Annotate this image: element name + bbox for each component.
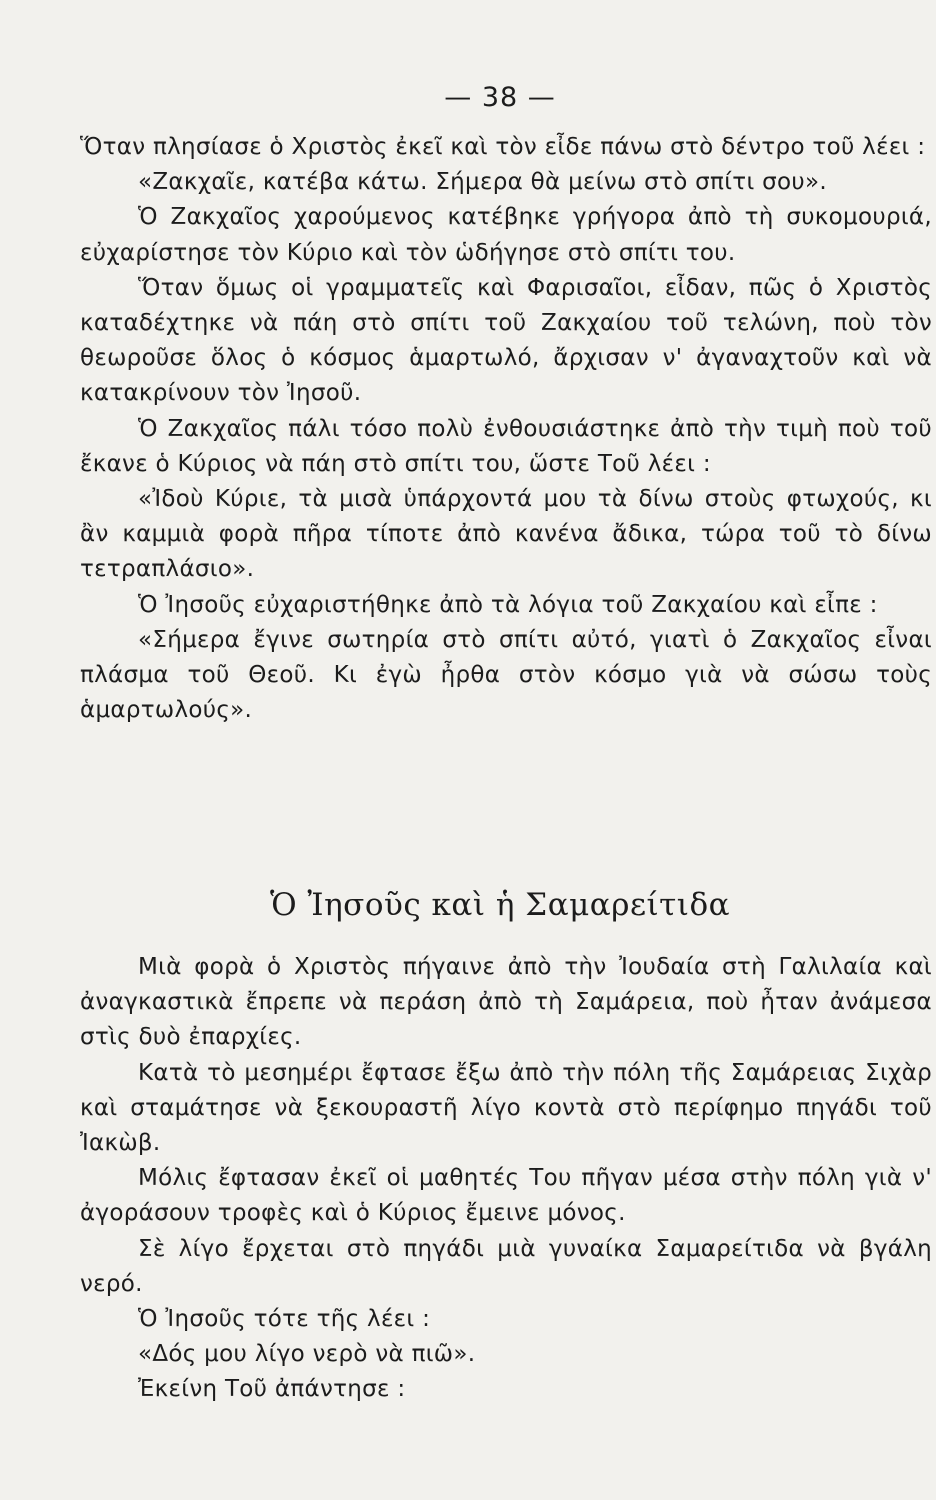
page-number: — 38 — [444, 82, 556, 113]
paragraph: «Δός μου λίγο νερὸ νὰ πιῶ». [138, 1341, 476, 1368]
paragraph: Ὅταν ὅμως οἱ γραμματεῖς καὶ Φαρισαῖοι, εἶδαν, πῶς ὁ Χριστὸς καταδέχτηκε νὰ πάη στὸ σπίτι τοῦ Ζακχαίου τοῦ τελώνη, ποὺ τὸν θεωροῦσε ὅλος ὁ κόσμος ἁμαρτωλό, ἄρχισαν ν' ἀγαναχτοῦν καὶ νὰ κατακρίνουν τὸν Ἰησοῦ. [80, 274, 932, 407]
paragraph: Ὁ Ἰησοῦς τότε τῆς λέει : [138, 1306, 431, 1333]
paragraph: Ὁ Ζακχαῖος πάλι τόσο πολὺ ἐνθουσιάστηκε ἀπὸ τὴν τιμὴ ποὺ τοῦ ἔκανε ὁ Κύριος νὰ πάη στὸ σπίτι του, ὥστε Τοῦ λέει : [80, 415, 932, 477]
paragraph: Κατὰ τὸ μεσημέρι ἔφτασε ἔξω ἀπὸ τὴν πόλη τῆς Σαμάρειας Σιχὰρ καὶ σταμάτησε νὰ ξεκουραστῆ λίγο κοντὰ στὸ περίφημο πηγάδι τοῦ Ἰακὼβ. [80, 1059, 932, 1157]
text-block-samaritan [80, 950, 932, 1408]
paragraph: Ὅταν πλησίασε ὁ Χριστὸς ἐκεῖ καὶ τὸν εἶδε πάνω στὸ δέντρο τοῦ λέει : [80, 134, 926, 160]
paragraph: Μόλις ἔφτασαν ἐκεῖ οἱ μαθητές Του πῆγαν μέσα στὴν πόλη γιὰ ν' ἀγοράσουν τροφὲς καὶ ὁ Κύριος ἔμεινε μόνος. [80, 1165, 932, 1227]
paragraph: Ἐκείνη Τοῦ ἀπάντησε : [138, 1376, 406, 1403]
section-title: Ὁ Ἰησοῦς καὶ ἡ Σαμαρείτιδα [269, 887, 731, 923]
paragraph: «Σήμερα ἔγινε σωτηρία στὸ σπίτι αὐτό, γιατὶ ὁ Ζακχαῖος εἶναι πλάσμα τοῦ Θεοῦ. Κι ἐγὼ ἦρθα στὸν κόσμο γιὰ νὰ σώσω τοὺς ἁμαρτωλούς». [80, 626, 932, 724]
paragraph: «Ἰδοὺ Κύριε, τὰ μισὰ ὑπάρχοντά μου τὰ δίνω στοὺς φτωχούς, κι ἂν καμμιὰ φορὰ πῆρα τίποτε ἀπὸ κανένα ἄδικα, τώρα τοῦ τὸ δίνω τετραπλάσιο». [80, 486, 932, 583]
paragraph: Σὲ λίγο ἔρχεται στὸ πηγάδι μιὰ γυναίκα Σαμαρείτιδα νὰ βγάλη νερό. [80, 1235, 932, 1297]
paragraph: Ὁ Ἰησοῦς εὐχαριστήθηκε ἀπὸ τὰ λόγια τοῦ Ζακχαίου καὶ εἶπε : [138, 591, 878, 618]
text-block-zacchaeus [80, 130, 932, 728]
paragraph: Ὁ Ζακχαῖος χαρούμενος κατέβηκε γρήγορα ἀπὸ τὴ συκομουριά, εὐχαρίστησε τὸν Κύριο καὶ τὸν ὡδήγησε στὸ σπίτι του. [80, 204, 932, 266]
paragraph: «Ζακχαῖε, κατέβα κάτω. Σήμερα θὰ μείνω στὸ σπίτι σου». [138, 169, 827, 196]
paragraph: Μιὰ φορὰ ὁ Χριστὸς πήγαινε ἀπὸ τὴν Ἰουδαία στὴ Γαλιλαία καὶ ἀναγκαστικὰ ἔπρεπε νὰ περάση ἀπὸ τὴ Σαμάρεια, ποὺ ἦταν ἀνάμεσα στὶς δυὸ ἐπαρχίες. [80, 954, 932, 1051]
